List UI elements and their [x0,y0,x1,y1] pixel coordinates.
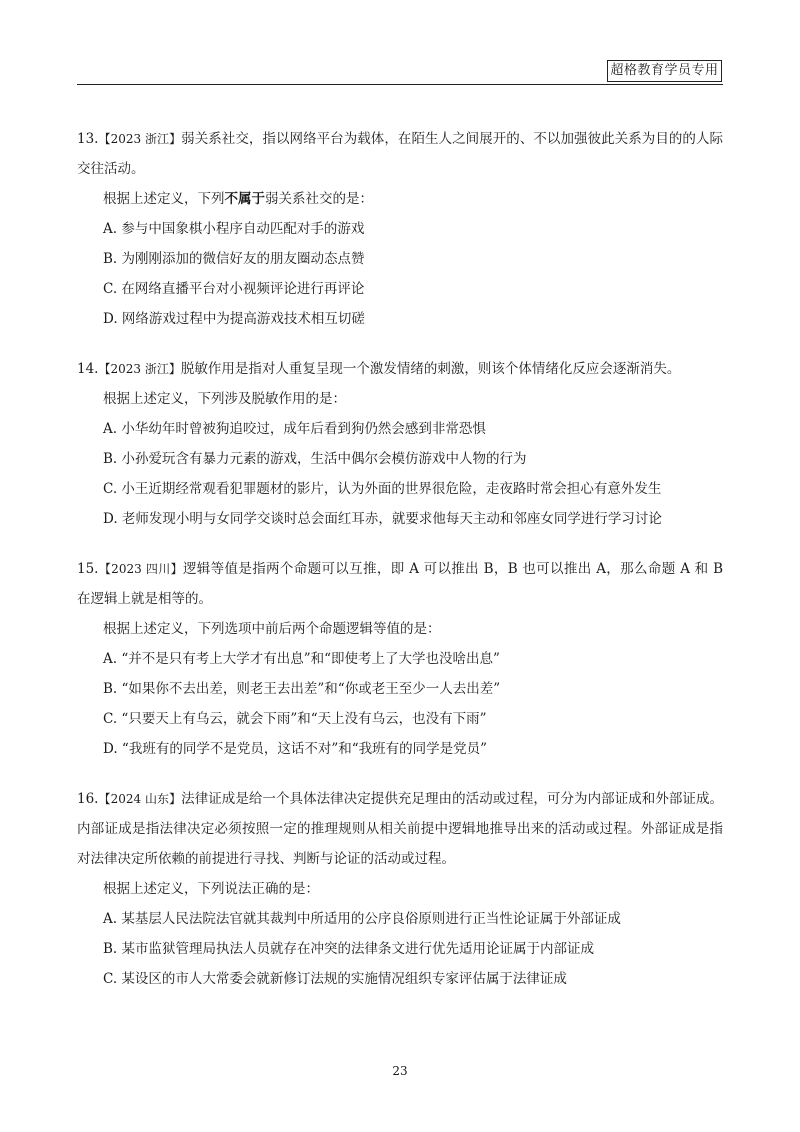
question-prompt: 根据上述定义，下列涉及脱敏作用的是： [103,391,346,407]
question-number: 13. [77,131,99,147]
option-c: C. 小王近期经常观看犯罪题材的影片，认为外面的世界很危险，走夜路时常会担心有意外发生 [103,481,662,497]
option-a: A. 参与中国象棋小程序自动匹配对手的游戏 [103,221,365,237]
question-source-tag: 【2023 浙江】 [98,362,181,376]
question-text: 弱关系社交，指以网络平台为载体，在陌生人之间展开的、不以加强彼此关系为目的的人际交往活动。 [77,131,724,177]
question-text: 逻辑等值是指两个命题可以互推，即 A 可以推出 B，B 也可以推出 A，那么命题 A 和 B 在逻辑上就是相等的。 [77,561,724,607]
question-prompt: 根据上述定义，下列选项中前后两个命题逻辑等值的是： [103,621,441,637]
option-d: D. 网络游戏过程中为提高游戏技术相互切磋 [103,311,365,327]
exclusive-badge: 超格教育学员专用 [607,60,722,82]
question-source-tag: 【2023 四川】 [98,562,183,576]
question-source-tag: 【2024 山东】 [98,792,182,806]
question-number: 16. [77,791,99,807]
option-a: A. 某基层人民法院法官就其裁判中所适用的公序良俗原则进行正当性论证属于外部证成 [103,911,621,927]
question-14 [77,354,723,534]
option-b: B. 小孙爱玩含有暴力元素的游戏，生活中偶尔会模仿游戏中人物的行为 [103,451,527,467]
question-number: 15. [77,561,99,577]
question-prompt: 根据上述定义，下列不属于弱关系社交的是： [103,191,373,207]
question-13 [77,124,723,334]
question-list [77,124,723,1014]
option-c: C. 在网络直播平台对小视频评论进行再评论 [103,281,365,297]
header-divider [77,84,723,85]
option-b: B. 某市监狱管理局执法人员就存在冲突的法律条文进行优先适用论证属于内部证成 [103,941,595,957]
question-text: 脱敏作用是指对人重复呈现一个激发情绪的刺激，则该个体情绪化反应会逐渐消失。 [180,361,681,377]
option-a: A. 小华幼年时曾被狗追咬过，成年后看到狗仍然会感到非常恐惧 [103,421,486,437]
question-stem [77,124,723,184]
option-b: B. “如果你不去出差，则老王去出差”和“你或老王至少一人去出差” [103,681,501,697]
question-stem [77,554,723,614]
question-stem [77,784,723,874]
option-d: D. 老师发现小明与女同学交谈时总会面红耳赤，就要求他每天主动和邻座女同学进行学习讨论 [103,511,662,527]
option-c: C. 某设区的市人大常委会就新修订法规的实施情况组织专家评估属于法律证成 [103,971,567,987]
question-number: 14. [77,361,99,377]
question-source-tag: 【2023 浙江】 [98,132,182,146]
question-16 [77,784,723,994]
emphasis-text: 不属于 [224,191,265,207]
page-number: 23 [392,1064,408,1078]
option-b: B. 为刚刚添加的微信好友的朋友圈动态点赞 [103,251,365,267]
question-text: 法律证成是给一个具体法律决定提供充足理由的活动或过程，可分为内部证成和外部证成。内部证成是指法律决定必须按照一定的推理规则从相关前提中逻辑地推导出来的活动或过程。外部证成是指对法律决定所依赖的前提进行寻找、判断与论证的活动或过程。 [77,791,724,867]
option-a: A. “并不是只有考上大学才有出息”和“即使考上了大学也没啥出息” [103,651,500,667]
option-c: C. “只要天上有乌云，就会下雨”和“天上没有乌云，也没有下雨” [103,711,487,727]
question-15 [77,554,723,764]
option-d: D. “我班有的同学不是党员，这话不对”和“我班有的同学是党员” [103,741,488,757]
question-prompt: 根据上述定义，下列说法正确的是： [103,881,319,897]
question-stem [77,354,723,384]
